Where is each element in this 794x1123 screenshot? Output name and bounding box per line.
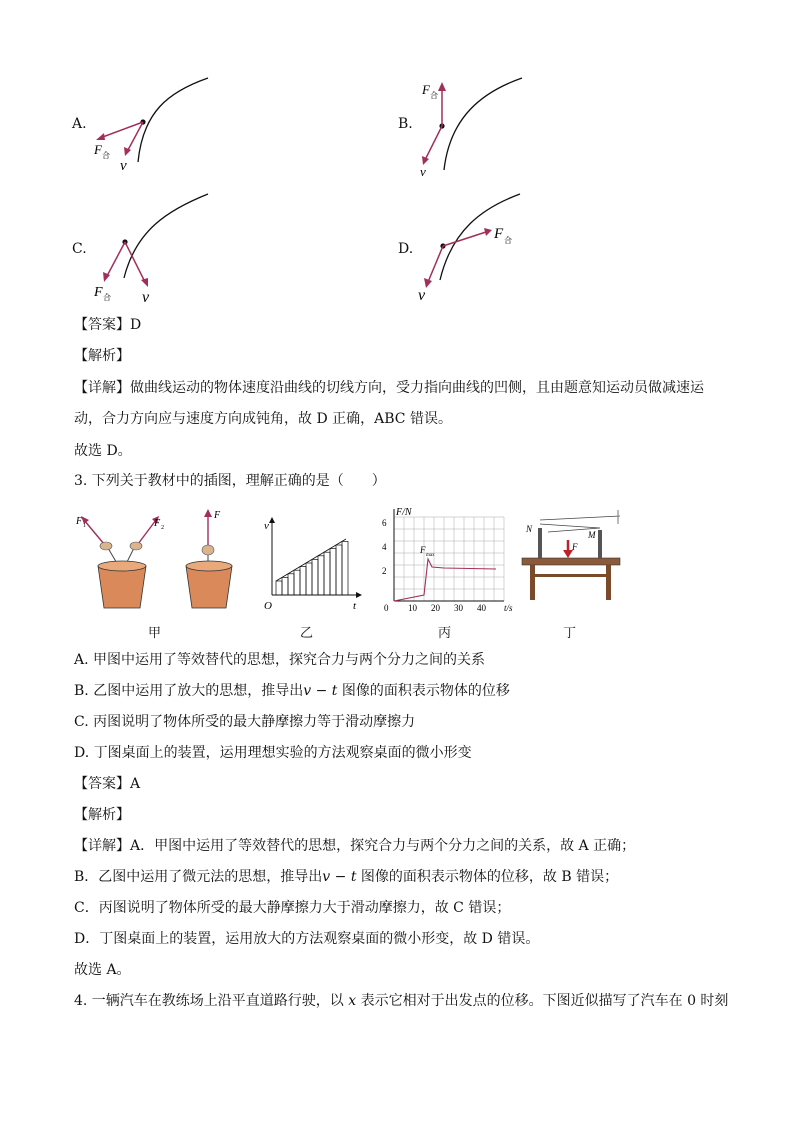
- figure-jia-single: [180, 504, 240, 614]
- m-label: M: [588, 530, 596, 540]
- step-bar: [330, 549, 336, 595]
- vt-math: v − t: [303, 683, 338, 699]
- force-subscript: 合: [102, 151, 110, 160]
- vt-math: v − t: [322, 869, 357, 885]
- q4-stem: 4. 一辆汽车在教练场上沿平直道路行驶，以 x 表示它相对于出发点的位移。下图近似描写了汽车在 0 时刻: [74, 993, 729, 1009]
- q3-option-d: D. 丁图桌面上的装置，运用理想实验的方法观察桌面的微小形变: [74, 745, 472, 761]
- velocity-label: v: [142, 289, 150, 306]
- x-tick: 30: [454, 603, 463, 613]
- force-label: F: [94, 142, 102, 157]
- mirror-m-stand: [598, 530, 602, 558]
- q3-detail-a: 【详解】A．甲图中运用了等效替代的思想，探究合力与两个分力之间的关系，故 A 正确；: [74, 838, 636, 854]
- velocity-label: v: [420, 164, 426, 179]
- bucket: [98, 566, 146, 608]
- option-c-letter: C.: [72, 241, 87, 257]
- f-label: F: [572, 542, 578, 552]
- force-arrow: [443, 232, 486, 246]
- step-bar: [306, 563, 312, 595]
- step-bar: [312, 559, 318, 595]
- q3-option-a: A. 甲图中运用了等效替代的思想，探究合力与两个分力之间的关系: [74, 652, 486, 668]
- figure-jia: [72, 504, 178, 614]
- force-subscript: 合: [103, 293, 111, 302]
- q3-detail-c: C．丙图说明了物体所受的最大静摩擦力大于滑动摩擦力，故 C 错误；: [74, 900, 511, 916]
- step-bar: [318, 556, 324, 595]
- figure-ding: [518, 506, 628, 606]
- y-tick: 4: [382, 542, 387, 552]
- v-axis-label: v: [264, 520, 269, 532]
- q2-detail-line2: 动，合力方向应与速度方向成钝角，故 D 正确，ABC 错误。: [74, 411, 452, 427]
- caption-bing: 丙: [438, 626, 452, 641]
- hand: [130, 542, 142, 550]
- q3-answer: 【答案】A: [74, 776, 141, 792]
- friction-curve: [394, 559, 496, 601]
- velocity-arrow: [125, 242, 145, 282]
- caption-ding: 丁: [563, 626, 577, 641]
- x-tick: 0: [384, 603, 389, 613]
- f1-arrow: [84, 520, 104, 544]
- option-d-figure: [412, 190, 562, 310]
- q3-detail-b: B．乙图中运用了微元法的思想，推导出v − t 图像的面积表示物体的位移，故 B 错误；: [74, 869, 619, 885]
- figure-bing: [376, 505, 521, 615]
- step-bar: [324, 552, 330, 595]
- fmax-label: F: [420, 545, 426, 555]
- option-a-letter: A.: [72, 116, 87, 132]
- q2-answer: 【答案】D: [74, 317, 142, 333]
- option-b-figure: [412, 72, 552, 182]
- step-bar: [342, 541, 348, 595]
- caption-yi: 乙: [300, 626, 314, 641]
- q3-stem: 3. 下列关于教材中的插图，理解正确的是（ ）: [74, 473, 386, 489]
- mirror-n-stand: [538, 528, 542, 558]
- force-label: F: [94, 285, 103, 300]
- f1-sub: 1: [83, 523, 86, 529]
- t-axis-label: t/s: [504, 603, 513, 613]
- force-subscript: 合: [430, 91, 438, 100]
- hand: [100, 542, 112, 550]
- fmax-sub: max: [426, 553, 435, 558]
- f-axis-label: F/N: [396, 507, 412, 518]
- n-label: N: [526, 524, 533, 534]
- option-a-figure: [88, 72, 228, 182]
- f1-label: F: [76, 516, 83, 527]
- q3-detail-d: D．丁图桌面上的装置，运用放大的方法观察桌面的微小形变，故 D 错误。: [74, 931, 540, 947]
- figure-yi: [260, 515, 365, 612]
- velocity-label: v: [120, 158, 127, 174]
- t-axis-label: t: [353, 600, 357, 612]
- step-bar: [282, 577, 288, 595]
- q3-option-b: B. 乙图中运用了放大的思想，推导出v − t 图像的面积表示物体的位移: [74, 683, 510, 699]
- force-subscript: 合: [504, 236, 512, 245]
- q2-detail-line1: 【详解】做曲线运动的物体速度沿曲线的切线方向，受力指向曲线的凹侧，且由题意知运动员做减速运: [74, 380, 704, 396]
- table-top: [522, 558, 620, 565]
- option-b-letter: B.: [398, 116, 413, 132]
- force-arrow: [107, 242, 125, 276]
- step-bar: [336, 545, 342, 595]
- option-c-figure: [88, 190, 228, 310]
- f-label: F: [214, 510, 221, 521]
- step-bar: [294, 570, 300, 595]
- x-tick: 20: [431, 603, 440, 613]
- x-tick: 10: [408, 603, 417, 613]
- x-tick: 40: [477, 603, 486, 613]
- bucket: [186, 566, 232, 608]
- force-label: F: [422, 82, 430, 97]
- trajectory-curve: [138, 78, 208, 162]
- f2-label: F: [154, 518, 161, 529]
- q2-analysis-heading: 【解析】: [74, 348, 130, 364]
- q2-choice: 故选 D。: [74, 443, 132, 459]
- step-bar: [300, 567, 306, 595]
- option-d-letter: D.: [398, 241, 414, 257]
- q3-choice: 故选 A。: [74, 962, 131, 978]
- velocity-label: v: [418, 287, 426, 304]
- y-tick: 6: [382, 518, 387, 528]
- step-bar: [288, 574, 294, 595]
- step-bar: [276, 581, 282, 595]
- q3-analysis-heading: 【解析】: [74, 807, 130, 823]
- velocity-arrow: [425, 126, 442, 160]
- trajectory-curve: [444, 78, 522, 170]
- f2-sub: 2: [161, 525, 164, 531]
- caption-jia: 甲: [148, 626, 162, 641]
- force-label: F: [494, 226, 504, 242]
- q3-option-c: C. 丙图说明了物体所受的最大静摩擦力等于滑动摩擦力: [74, 714, 416, 730]
- origin-label: O: [264, 600, 272, 612]
- y-tick: 2: [382, 566, 387, 576]
